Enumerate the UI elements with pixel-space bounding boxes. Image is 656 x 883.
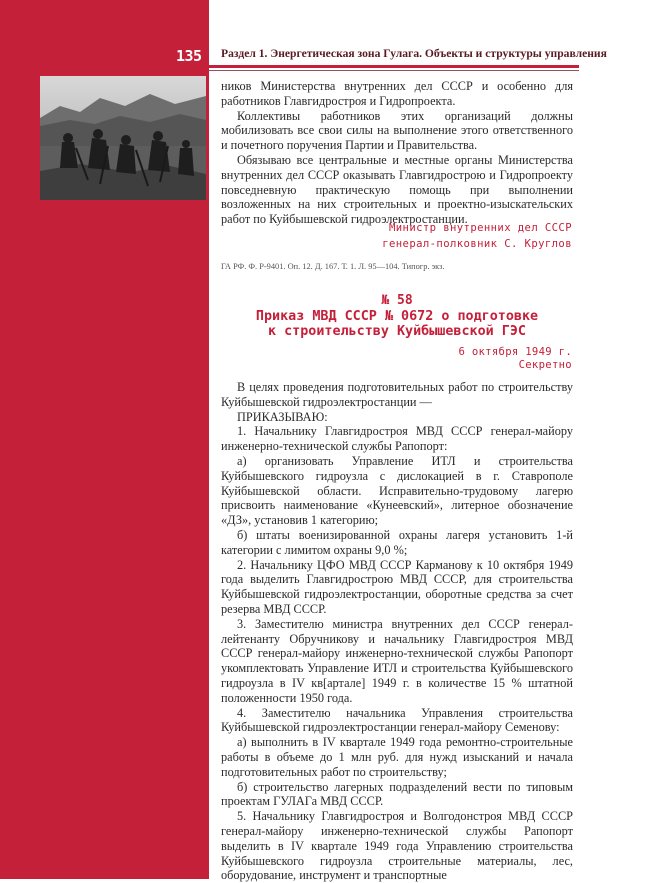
paragraph: ников Министерства внутренних дел СССР и особенно для работников Главгидростроя и Гидропроекта. [221, 79, 573, 108]
paragraph: 1. Начальнику Главгидростроя МВД СССР генерал-майору инженерно-технической службы Рапопорт: [221, 424, 573, 454]
paragraph: Коллективы работников этих организаций должны мобилизовать все свои силы на выполнение этого ответственного и почетного поручения Партии и Правительства. [221, 108, 573, 153]
archival-photo [40, 76, 206, 200]
document-date-block [458, 346, 572, 372]
signature-block [382, 221, 572, 253]
paragraph: Обязываю все центральные и местные органы Министерства внутренних дел СССР оказывать Главгидрострою и Гидропроекту повседневную практическую помощь при выполнении возложенных на них строительных и проектно-изыскательских работ по Куйбышевской гидроэлектростанции. [221, 152, 573, 227]
order-body [221, 380, 573, 883]
document-date: 6 октября 1949 г. [458, 346, 572, 358]
document-title-line: к строительству Куйбышевской ГЭС [268, 324, 526, 340]
paragraph: 4. Заместителю начальника Управления строительства Куйбышевской гидроэлектростанции генерал-майору Семенову: [221, 705, 573, 735]
signature-title: Министр внутренних дел СССР [388, 222, 572, 234]
document-title [221, 309, 573, 340]
paragraph: а) выполнить в IV квартале 1949 года ремонтно-строительные работы в объеме до 1 млн руб. для нужд изысканий и начала подготовительных работ по строительству; [221, 735, 573, 779]
signature-name: генерал-полковник С. Круглов [382, 237, 572, 250]
archive-source-note: ГА РФ. Ф. Р-9401. Оп. 12. Д. 167. Т. 1. Л. 95—104. Типогр. экз. [221, 262, 445, 271]
paragraph: ПРИКАЗЫВАЮ: [237, 409, 328, 424]
header-rule [209, 65, 579, 68]
document-number: № 58 [381, 293, 413, 308]
document-title-line: Приказ МВД СССР № 0672 о подготовке [255, 309, 539, 324]
paragraph: В целях проведения подготовительных работ по строительству Куйбышевской гидроэлектростанции — [221, 380, 573, 409]
header-rule-thin [209, 70, 579, 71]
paragraph: б) штаты военизированной охраны лагеря установить 1-й категории с лимитом охраны 9,0 %; [221, 527, 573, 557]
page-number: 135 [176, 47, 202, 65]
paragraph: 5. Начальнику Главгидростроя и Волгодонстроя МВД СССР генерал-майору инженерно-технической службы Рапопорт выделить в IV квартале 1949 года Управлению строительства Куйбышевского гидроузла строительные материалы, лес, оборудование, инструмент и транспортные [221, 809, 573, 883]
top-text-block [221, 79, 573, 227]
paragraph: 3. Заместителю министра внутренних дел СССР генерал-лейтенанту Обручникову и начальнику Главгидростроя МВД СССР генерал-майору инженерно-технической службы Рапопорт укомплектовать Управление ИТЛ и строительства Куйбышевского гидроузла в IV кв[артале] 1949 г. в количестве 15 % штатной положенности 1950 года. [221, 616, 573, 705]
paragraph: б) строительство лагерных подразделений вести по типовым проектам ГУЛАГа МВД СССР. [221, 779, 573, 809]
classification-mark: Секретно [518, 359, 572, 371]
paragraph: 2. Начальнику ЦФО МВД СССР Карманову к 10 октября 1949 года выделить Главгидрострою МВД СССР, для строительства Куйбышевской гидроэлектростанции, оборотные средства за счет резерва МВД СССР. [221, 557, 573, 616]
running-header: Раздел 1. Энергетическая зона Гулага. Объекты и структуры управления [221, 47, 607, 60]
paragraph: а) организовать Управление ИТЛ и строительства Куйбышевского гидроузла с дислокацией в г. Ставрополе Куйбышевской области. Исправительно-трудовому лагерю присвоить наименование «Кунеевский», литерное обозначение «ДЗ», установив 1 категорию; [221, 453, 573, 528]
